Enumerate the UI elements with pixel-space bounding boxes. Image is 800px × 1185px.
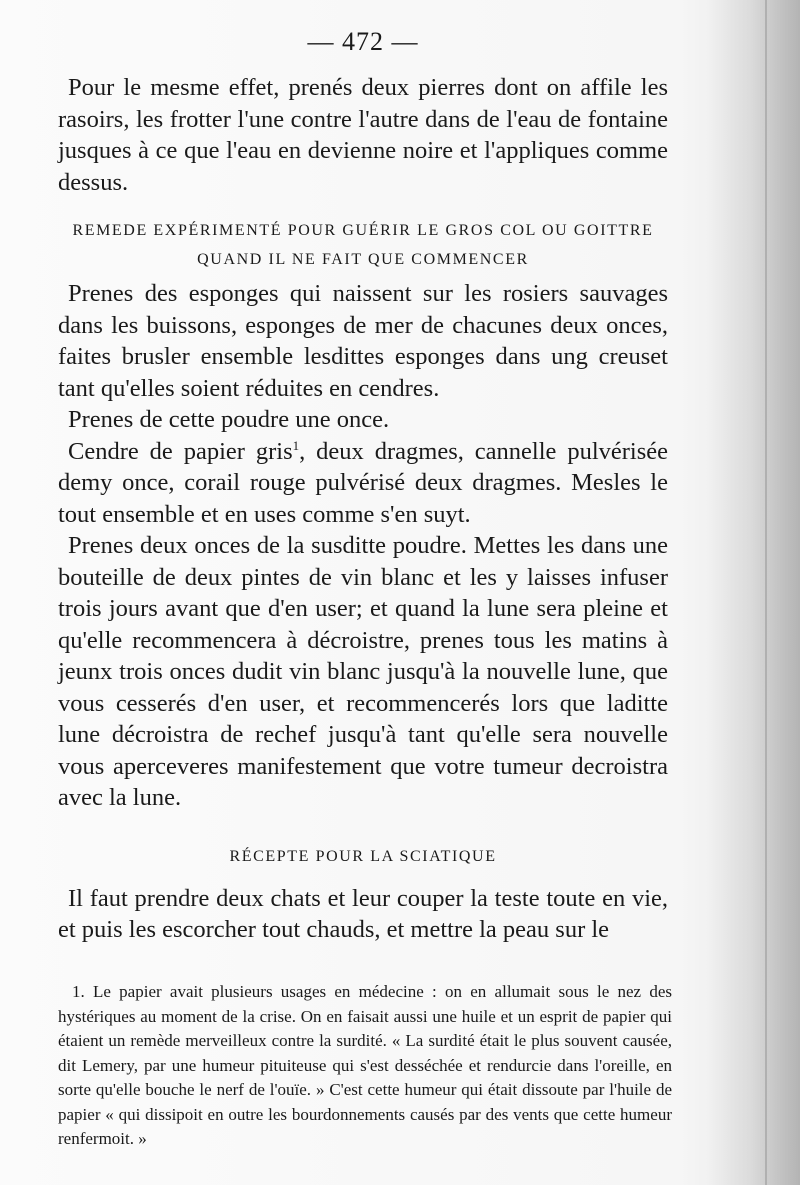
remedy-heading-line-2: QUAND IL NE FAIT QUE COMMENCER [197,251,529,268]
remedy-paragraph-2: Prenes de cette poudre une once. [68,406,390,433]
page-number: — 472 — [307,27,419,56]
footnote: 1. Le papier avait plusieurs usages en médecine : on en allumait sous le nez des hystériques au moment de la crise. On en faisait aussi une huile et un esprit de papier qui étaient un remède merveilleux contre la surdité. « La surdité était le plus souvent causée, dit Lemery, par une humeur pituiteuse qui s'est desséchée et rendurcie dans l'oreille, en sorte qu'elle bouche le nerf de l'ouïe. » C'est cette humeur qui était dissoute par l'huile de papier « qui dissipoit en outre les bourdonnements causés par des vents que cette humeur renfermoit. » [58,982,672,1148]
sciatica-paragraph-1: Il faut prendre deux chats et leur couper la teste toute en vie, et puis les escorcher tout chauds, et mettre la peau sur le [58,884,668,943]
page-body [58,22,668,946]
binding-edge [765,0,767,1185]
remedy-paragraph-3-start: Cendre de papier gris [68,437,293,465]
remedy-paragraph-3-end: , deux dragmes, cannelle pulvérisée demy once, corail rouge pulvérisé deux dragmes. Mesles le tout ensemble et en uses comme s'en suyt. [58,437,668,528]
binding-shadow [708,0,800,1185]
remedy-paragraph-3 [58,436,668,531]
remedy-heading-line-1: REMEDE EXPÉRIMENTÉ POUR GUÉRIR LE GROS COL OU GOITTRE [72,222,654,239]
intro-paragraph: Pour le mesme effet, prenés deux pierres dont on affile les rasoirs, les frotter l'une contre l'autre dans de l'eau de fontaine jusques à ce que l'eau en devienne noire et l'appliques comme dessus. [58,74,668,196]
sciatica-heading: RÉCEPTE POUR LA SCIATIQUE [229,847,497,865]
footnote-marker: 1 [292,437,300,453]
remedy-paragraph-1: Prenes des esponges qui naissent sur les rosiers sauvages dans les buissons, esponges de mer de chacunes deux onces, faites brusler ensemble lesdittes esponges dans ung creuset tant qu'elles soient réduites en cendres. [58,280,668,402]
remedy-paragraph-4: Prenes deux onces de la susditte poudre. Mettes les dans une bouteille de deux pintes de vin blanc et les y laisses infuser trois jours avant que d'en user; et quand la lune sera pleine et qu'elle recommencera à décroistre, prenes tous les matins à jeunx trois onces dudit vin blanc jusqu'à la nouvelle lune, que vous cesserés d'en user, et recommencerés lors que laditte lune décroistra de rechef jusqu'à tant qu'elle sera nouvelle vous aperceveres manifestement que votre tumeur decroistra avec la lune. [58,532,668,811]
